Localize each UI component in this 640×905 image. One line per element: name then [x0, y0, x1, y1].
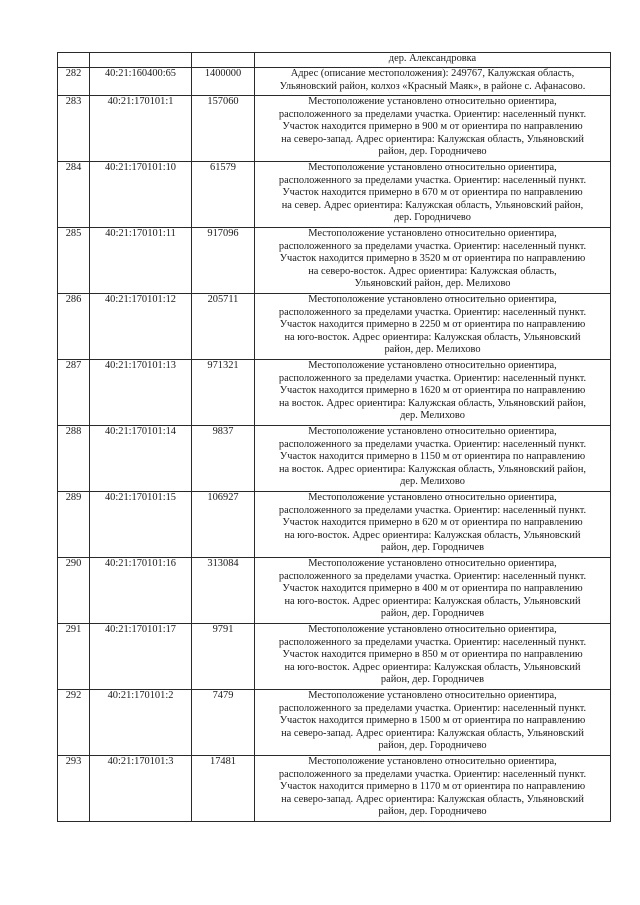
cadastral-number: 40:21:170101:11	[90, 228, 192, 294]
area-value: 9791	[192, 624, 255, 690]
location-line: на север. Адрес ориентира: Калужская область, Ульяновский район,	[281, 199, 584, 211]
row-number: 285	[58, 228, 90, 294]
location-line: расположенного за пределами участка. Ориентир: населенный пункт.	[278, 702, 587, 714]
location-line: Адрес (описание местоположения): 249767, Калужская область,	[290, 68, 575, 79]
area-value: 1400000	[192, 68, 255, 96]
location-line: на восток. Адрес ориентира: Калужская область, Ульяновский район,	[278, 463, 586, 475]
land-plots-table	[57, 52, 611, 822]
location-line: Местоположение установлено относительно ориентира,	[308, 426, 557, 437]
location-description	[255, 558, 611, 624]
location-line: район, дер. Городничев	[380, 608, 485, 620]
location-line: Ульяновский район, колхоз «Красный Маяк», в районе с. Афанасово.	[279, 80, 586, 92]
location-line: расположенного за пределами участка. Ориентир: населенный пункт.	[278, 108, 587, 120]
location-description	[255, 492, 611, 558]
location-line: Участок находится примерно в 1170 м от ориентира по направлению	[279, 781, 586, 793]
row-number: 291	[58, 624, 90, 690]
area-value: 205711	[192, 294, 255, 360]
cell-location	[255, 53, 611, 68]
location-line: район, дер. Городничево	[378, 740, 487, 752]
location-line: район, дер. Городничево	[378, 806, 487, 818]
location-description	[255, 690, 611, 756]
location-line: расположенного за пределами участка. Ориентир: населенный пункт.	[278, 438, 587, 450]
table-row	[58, 558, 611, 624]
location-description	[255, 426, 611, 492]
cadastral-number: 40:21:170101:1	[90, 96, 192, 162]
area-value: 971321	[192, 360, 255, 426]
row-number: 286	[58, 294, 90, 360]
table-row	[58, 294, 611, 360]
table-row	[58, 162, 611, 228]
location-line: расположенного за пределами участка. Ориентир: населенный пункт.	[278, 636, 587, 648]
area-value: 7479	[192, 690, 255, 756]
row-number: 293	[58, 756, 90, 822]
location-line: Участок находится примерно в 400 м от ориентира по направлению	[282, 583, 583, 595]
location-line: Местоположение установлено относительно ориентира,	[308, 558, 557, 569]
location-line: Местоположение установлено относительно ориентира,	[308, 228, 557, 239]
cadastral-number: 40:21:170101:16	[90, 558, 192, 624]
row-number: 290	[58, 558, 90, 624]
location-line: Участок находится примерно в 1150 м от ориентира по направлению	[279, 451, 586, 463]
location-line: Участок находится примерно в 2250 м от ориентира по направлению	[279, 319, 586, 331]
row-number: 287	[58, 360, 90, 426]
cadastral-number: 40:21:170101:14	[90, 426, 192, 492]
cadastral-number: 40:21:170101:10	[90, 162, 192, 228]
cell-cadastral	[90, 53, 192, 68]
location-line: Участок находится примерно в 900 м от ориентира по направлению	[282, 121, 583, 133]
location-line: Местоположение установлено относительно ориентира,	[308, 624, 557, 635]
location-line: Участок находится примерно в 1500 м от ориентира по направлению	[279, 715, 586, 727]
location-description	[255, 756, 611, 822]
row-number: 283	[58, 96, 90, 162]
location-line: Участок находится примерно в 3520 м от ориентира по направлению	[279, 253, 586, 265]
table-body	[58, 53, 611, 822]
area-value: 106927	[192, 492, 255, 558]
location-line: Местоположение установлено относительно ориентира,	[308, 492, 557, 503]
row-number: 284	[58, 162, 90, 228]
cell-number	[58, 53, 90, 68]
table-row	[58, 96, 611, 162]
location-line: Участок находится примерно в 670 м от ориентира по направлению	[282, 187, 583, 199]
location-line: дер. Мелихово	[400, 410, 465, 422]
row-number: 282	[58, 68, 90, 96]
location-description	[255, 162, 611, 228]
area-value: 157060	[192, 96, 255, 162]
location-line: на восток. Адрес ориентира: Калужская область, Ульяновский район,	[278, 397, 586, 409]
row-number: 292	[58, 690, 90, 756]
location-description	[255, 360, 611, 426]
table-row	[58, 756, 611, 822]
cadastral-number: 40:21:170101:15	[90, 492, 192, 558]
location-line: на юго-восток. Адрес ориентира: Калужская область, Ульяновский	[284, 529, 581, 541]
cadastral-number: 40:21:170101:12	[90, 294, 192, 360]
table-row	[58, 426, 611, 492]
table-row	[58, 228, 611, 294]
location-description	[255, 96, 611, 162]
row-number: 289	[58, 492, 90, 558]
cadastral-number: 40:21:170101:17	[90, 624, 192, 690]
row-number: 288	[58, 426, 90, 492]
table-row	[58, 360, 611, 426]
table-row	[58, 492, 611, 558]
area-value: 9837	[192, 426, 255, 492]
location-line: на юго-восток. Адрес ориентира: Калужская область, Ульяновский	[284, 331, 581, 343]
location-line: дер. Мелихово	[400, 476, 465, 488]
location-line: расположенного за пределами участка. Ориентир: населенный пункт.	[278, 306, 587, 318]
table-row-continuation	[58, 53, 611, 68]
location-line: на северо-восток. Адрес ориентира: Калужская область,	[308, 265, 557, 277]
location-line: Участок находится примерно в 620 м от ориентира по направлению	[282, 517, 583, 529]
location-line: на северо-запад. Адрес ориентира: Калужская область, Ульяновский	[281, 133, 584, 145]
area-value: 61579	[192, 162, 255, 228]
location-line: на юго-восток. Адрес ориентира: Калужская область, Ульяновский	[284, 661, 581, 673]
location-line: Местоположение установлено относительно ориентира,	[308, 162, 557, 173]
location-line: на юго-восток. Адрес ориентира: Калужская область, Ульяновский	[284, 595, 581, 607]
location-line: Местоположение установлено относительно ориентира,	[308, 360, 557, 371]
location-line: дер. Александровка	[388, 53, 477, 64]
location-line: Ульяновский район, дер. Мелихово	[354, 278, 511, 290]
cadastral-number: 40:21:170101:13	[90, 360, 192, 426]
table-row	[58, 624, 611, 690]
location-line: Местоположение установлено относительно ориентира,	[308, 294, 557, 305]
cadastral-number: 40:21:170101:3	[90, 756, 192, 822]
table-row	[58, 68, 611, 96]
location-line: Местоположение установлено относительно ориентира,	[308, 756, 557, 767]
location-line: на северо-запад. Адрес ориентира: Калужская область, Ульяновский	[281, 793, 584, 805]
location-description	[255, 68, 611, 96]
location-line: район, дер. Городничев	[380, 542, 485, 554]
location-line: расположенного за пределами участка. Ориентир: населенный пункт.	[278, 372, 587, 384]
location-description	[255, 624, 611, 690]
location-line: расположенного за пределами участка. Ориентир: населенный пункт.	[278, 504, 587, 516]
cadastral-number: 40:21:170101:2	[90, 690, 192, 756]
location-description	[255, 228, 611, 294]
location-line: расположенного за пределами участка. Ориентир: населенный пункт.	[278, 240, 587, 252]
location-line: Местоположение установлено относительно ориентира,	[308, 690, 557, 701]
location-line: район, дер. Городничев	[380, 674, 485, 686]
table-row	[58, 690, 611, 756]
location-line: Участок находится примерно в 1620 м от ориентира по направлению	[279, 385, 586, 397]
area-value: 17481	[192, 756, 255, 822]
location-line: на северо-запад. Адрес ориентира: Калужская область, Ульяновский	[281, 727, 584, 739]
location-description	[255, 294, 611, 360]
location-line: дер. Городничево	[394, 212, 471, 224]
location-line: расположенного за пределами участка. Ориентир: населенный пункт.	[278, 768, 587, 780]
area-value: 313084	[192, 558, 255, 624]
area-value: 917096	[192, 228, 255, 294]
location-line: Местоположение установлено относительно ориентира,	[308, 96, 557, 107]
location-line: район, дер. Мелихово	[384, 344, 481, 356]
location-line: Участок находится примерно в 850 м от ориентира по направлению	[282, 649, 583, 661]
location-line: расположенного за пределами участка. Ориентир: населенный пункт.	[278, 174, 587, 186]
cell-area	[192, 53, 255, 68]
location-line: район, дер. Городничево	[378, 146, 487, 158]
location-line: расположенного за пределами участка. Ориентир: населенный пункт.	[278, 570, 587, 582]
cadastral-number: 40:21:160400:65	[90, 68, 192, 96]
